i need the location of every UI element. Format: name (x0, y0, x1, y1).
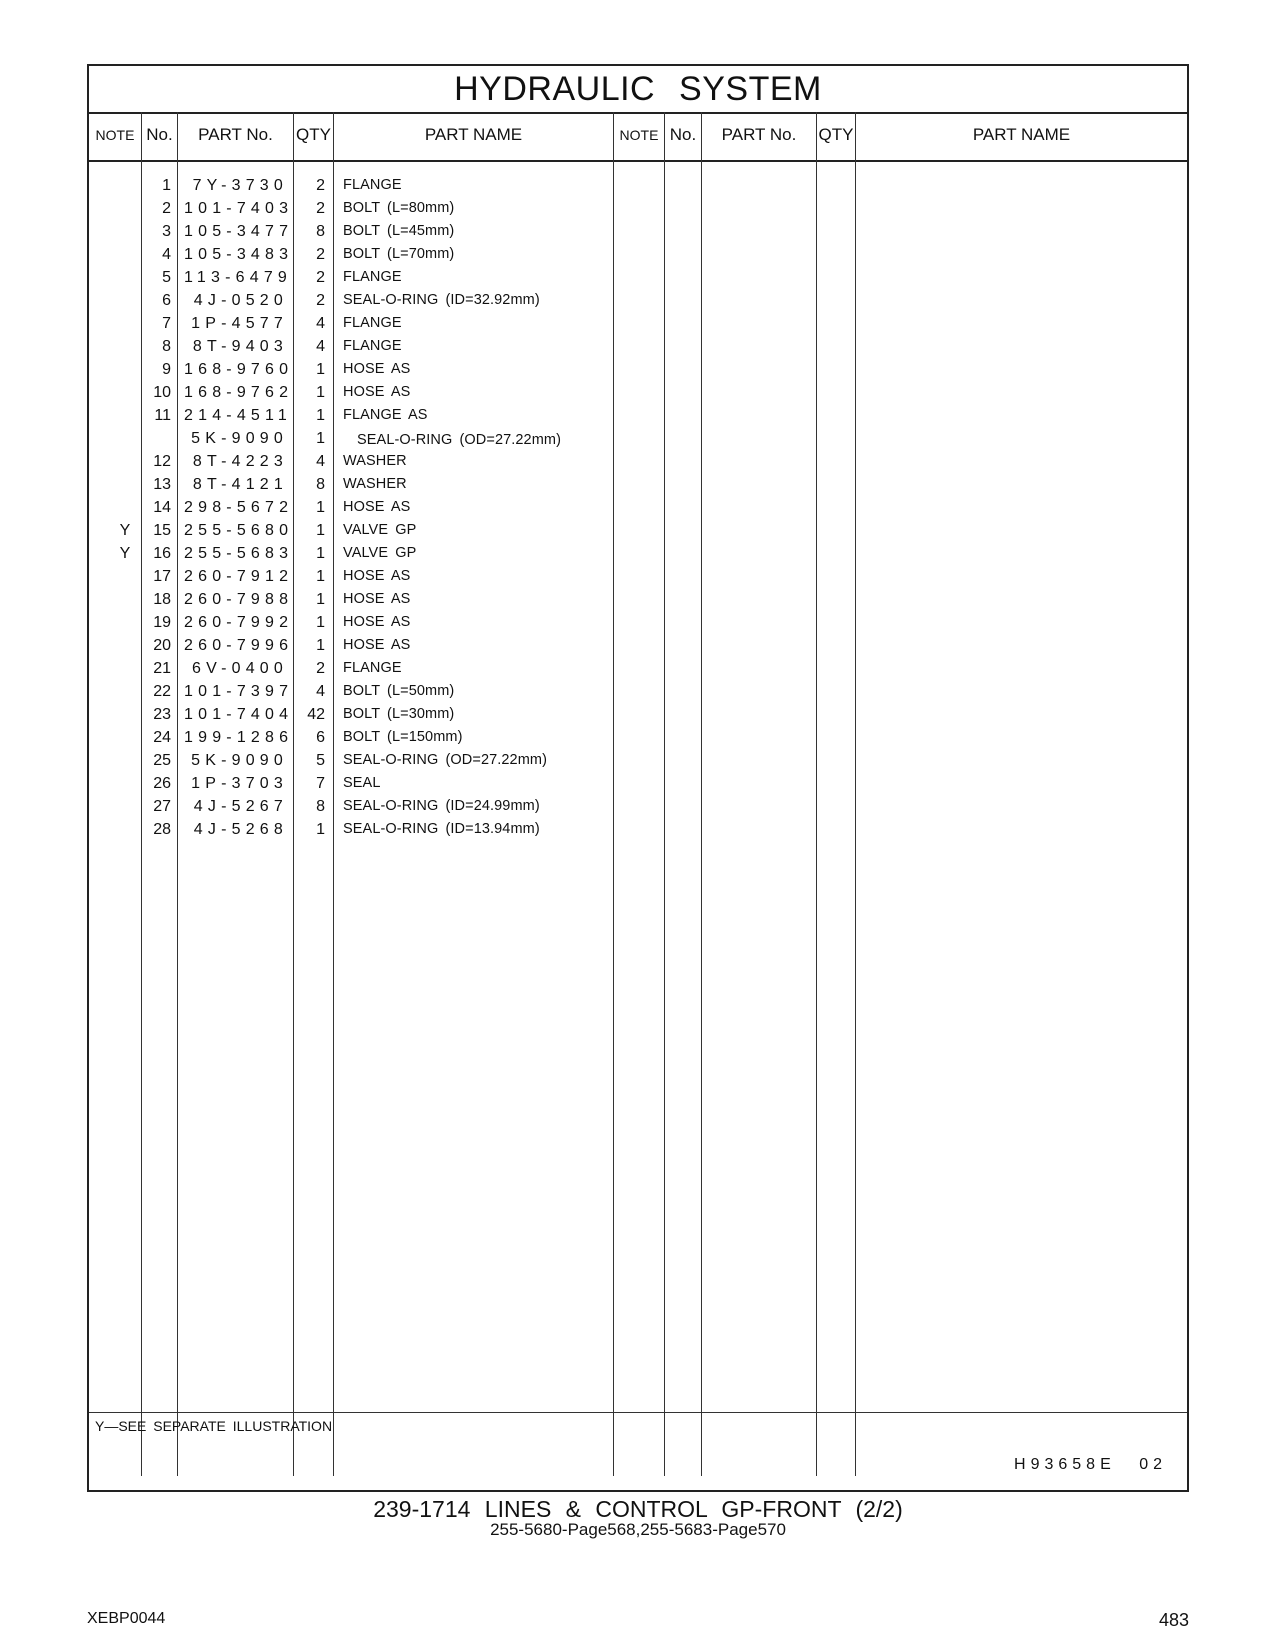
row-quantity: 1 (316, 591, 325, 608)
table-row (89, 174, 629, 197)
row-quantity: 2 (316, 246, 325, 263)
row-part-name: SEAL-O-RING (ID=32.92mm) (343, 292, 540, 308)
row-number: 25 (153, 752, 171, 769)
row-note: Y (119, 545, 131, 562)
row-part-name: HOSE AS (343, 591, 411, 607)
row-part-name: BOLT (L=50mm) (343, 683, 455, 699)
row-quantity: 4 (316, 453, 325, 470)
row-part-number: 260-7992 (184, 614, 294, 631)
row-part-name: SEAL (343, 775, 381, 791)
table-row (89, 818, 629, 841)
row-number: 3 (162, 223, 171, 240)
row-part-number: 255-5680 (184, 522, 294, 539)
row-part-name: BOLT (L=80mm) (343, 200, 455, 216)
table-row (89, 795, 629, 818)
row-part-number: 260-7912 (184, 568, 294, 585)
header-part-no-left: PART No. (198, 125, 273, 144)
row-number: 9 (162, 361, 171, 378)
table-row (89, 519, 629, 542)
row-part-name: HOSE AS (343, 361, 411, 377)
header-part-name-right: PART NAME (972, 125, 1071, 144)
row-number: 19 (153, 614, 171, 631)
row-number: 26 (153, 775, 171, 792)
row-quantity: 1 (316, 545, 325, 562)
group-caption: 239-1714 LINES & CONTROL GP-FRONT (2/2) (373, 1496, 903, 1522)
row-part-number: 168-9762 (184, 384, 294, 401)
row-part-number: 168-9760 (184, 361, 294, 378)
row-number: 14 (153, 499, 171, 516)
row-part-number: 101-7397 (184, 683, 294, 700)
row-part-number: 4J-0520 (193, 292, 288, 309)
table-row (89, 657, 629, 680)
table-row (89, 565, 629, 588)
row-part-name: HOSE AS (343, 499, 411, 515)
table-row (89, 611, 629, 634)
table-row (89, 634, 629, 657)
footer-divider (89, 1412, 1187, 1413)
page-number: 483 (1158, 1610, 1189, 1630)
row-part-number: 199-1286 (184, 729, 294, 746)
row-number: 18 (153, 591, 171, 608)
row-number: 5 (162, 269, 171, 286)
row-quantity: 2 (316, 200, 325, 217)
table-row (89, 220, 629, 243)
footnote: Y—SEE SEPARATE ILLUSTRATION (95, 1418, 333, 1434)
row-part-name: HOSE AS (343, 637, 411, 653)
column-divider (855, 112, 856, 1476)
header-part-name-left: PART NAME (424, 125, 523, 144)
column-divider (816, 112, 817, 1476)
row-number: 17 (153, 568, 171, 585)
row-part-number: 8T-4121 (192, 476, 288, 493)
row-quantity: 5 (316, 752, 325, 769)
row-quantity: 1 (316, 637, 325, 654)
row-part-number: 101-7403 (184, 200, 294, 217)
row-part-number: 101-7404 (184, 706, 294, 723)
table-row (89, 726, 629, 749)
row-part-number: 298-5672 (184, 499, 294, 516)
row-part-name: VALVE GP (343, 545, 417, 561)
header-qty-right: QTY (818, 125, 854, 144)
page-title: HYDRAULIC SYSTEM (89, 66, 1187, 114)
row-part-name: BOLT (L=30mm) (343, 706, 455, 722)
table-row (89, 703, 629, 726)
row-part-name: FLANGE (343, 177, 402, 193)
table-row (89, 496, 629, 519)
table-row (89, 197, 629, 220)
row-number: 6 (162, 292, 171, 309)
row-part-name: BOLT (L=45mm) (343, 223, 455, 239)
table-row (89, 358, 629, 381)
row-quantity: 2 (316, 292, 325, 309)
row-quantity: 2 (316, 660, 325, 677)
table-row (89, 381, 629, 404)
row-part-number: 8T-4223 (192, 453, 288, 470)
row-part-name: WASHER (343, 453, 407, 469)
row-number: 8 (162, 338, 171, 355)
column-divider (701, 112, 702, 1476)
table-row (89, 335, 629, 358)
header-no-right: No. (669, 125, 697, 144)
row-part-number: 1P-3703 (191, 775, 288, 792)
column-divider (664, 112, 665, 1476)
illustration-code: H93658E 02 (1014, 1456, 1167, 1473)
row-quantity: 8 (316, 223, 325, 240)
row-part-number: 8T-9403 (192, 338, 288, 355)
row-number: 24 (153, 729, 171, 746)
row-quantity: 1 (316, 614, 325, 631)
header-qty-left: QTY (296, 125, 331, 144)
row-part-name: BOLT (L=70mm) (343, 246, 455, 262)
row-part-number: 4J-5268 (193, 821, 288, 838)
row-part-number: 1P-4577 (191, 315, 288, 332)
row-quantity: 4 (316, 315, 325, 332)
row-part-number: 105-3477 (184, 223, 294, 240)
row-number: 7 (162, 315, 171, 332)
table-row (89, 243, 629, 266)
row-part-name: FLANGE (343, 338, 402, 354)
row-number: 28 (153, 821, 171, 838)
table-row (89, 772, 629, 795)
row-part-name: VALVE GP (343, 522, 417, 538)
row-part-name: HOSE AS (343, 614, 411, 630)
row-quantity: 2 (316, 269, 325, 286)
header-note-left: NOTE (95, 127, 135, 143)
row-part-number: 6V-0400 (191, 660, 288, 677)
row-part-name: BOLT (L=150mm) (343, 729, 463, 745)
table-header (89, 112, 1187, 162)
row-part-number: 7Y-3730 (192, 177, 288, 194)
row-quantity: 2 (316, 177, 325, 194)
row-number: 11 (154, 407, 171, 424)
row-number: 1 (162, 177, 171, 194)
row-number: 20 (153, 637, 171, 654)
row-number: 13 (153, 476, 171, 493)
row-quantity: 1 (316, 522, 325, 539)
table-row (89, 289, 629, 312)
table-row (89, 450, 629, 473)
row-number: 21 (153, 660, 171, 677)
row-number: 16 (153, 545, 171, 562)
row-quantity: 4 (316, 683, 325, 700)
row-quantity: 1 (316, 384, 325, 401)
row-quantity: 1 (316, 499, 325, 516)
header-note-right: NOTE (619, 127, 659, 143)
row-quantity: 1 (316, 407, 325, 424)
table-row (89, 542, 629, 565)
row-quantity: 6 (316, 729, 325, 746)
row-part-number: 113-6479 (184, 269, 293, 286)
table-row (89, 427, 629, 450)
row-quantity: 1 (316, 568, 325, 585)
row-part-number: 4J-5267 (193, 798, 288, 815)
table-row (89, 266, 629, 289)
row-part-name: FLANGE (343, 660, 402, 676)
row-part-name: SEAL-O-RING (ID=24.99mm) (343, 798, 540, 814)
row-number: 27 (153, 798, 171, 815)
header-part-no-right: PART No. (721, 125, 797, 144)
row-part-number: 5K-9090 (191, 752, 288, 769)
row-part-name: FLANGE (343, 269, 402, 285)
row-part-number: 5K-9090 (191, 430, 288, 447)
row-part-name: HOSE AS (343, 384, 411, 400)
row-part-number: 260-7988 (184, 591, 294, 608)
row-part-number: 255-5683 (184, 545, 294, 562)
row-quantity: 42 (307, 706, 325, 723)
table-row (89, 312, 629, 335)
row-quantity: 8 (316, 476, 325, 493)
row-quantity: 7 (316, 775, 325, 792)
row-note: Y (119, 522, 131, 539)
row-part-number: 214-4511 (184, 407, 293, 424)
row-quantity: 1 (316, 821, 325, 838)
row-quantity: 1 (316, 361, 325, 378)
row-number: 22 (153, 683, 171, 700)
row-part-name: HOSE AS (343, 568, 411, 584)
row-number: 12 (153, 453, 171, 470)
table-row (89, 404, 629, 427)
row-part-name: FLANGE (343, 315, 402, 331)
row-part-name: SEAL-O-RING (OD=27.22mm) (343, 752, 548, 768)
row-part-number: 105-3483 (184, 246, 294, 263)
document-id: XEBP0044 (87, 1610, 166, 1627)
table-row (89, 680, 629, 703)
row-number: 2 (162, 200, 171, 217)
table-row (89, 588, 629, 611)
parts-table-frame (87, 64, 1189, 1492)
table-row (89, 473, 629, 496)
row-part-name: SEAL-O-RING (ID=13.94mm) (343, 821, 540, 837)
row-part-name: SEAL-O-RING (OD=27.22mm) (357, 432, 562, 448)
row-quantity: 1 (316, 430, 325, 447)
table-row (89, 749, 629, 772)
row-part-name: FLANGE AS (343, 407, 428, 423)
row-number: 10 (153, 384, 171, 401)
row-part-number: 260-7996 (184, 637, 294, 654)
header-no-left: No. (146, 125, 173, 144)
row-part-name: WASHER (343, 476, 407, 492)
row-quantity: 8 (316, 798, 325, 815)
group-page-references: 255-5680-Page568,255-5683-Page570 (490, 1520, 786, 1539)
row-number: 23 (153, 706, 171, 723)
row-quantity: 4 (316, 338, 325, 355)
row-number: 15 (153, 522, 171, 539)
row-number: 4 (162, 246, 171, 263)
parts-list (89, 174, 629, 841)
